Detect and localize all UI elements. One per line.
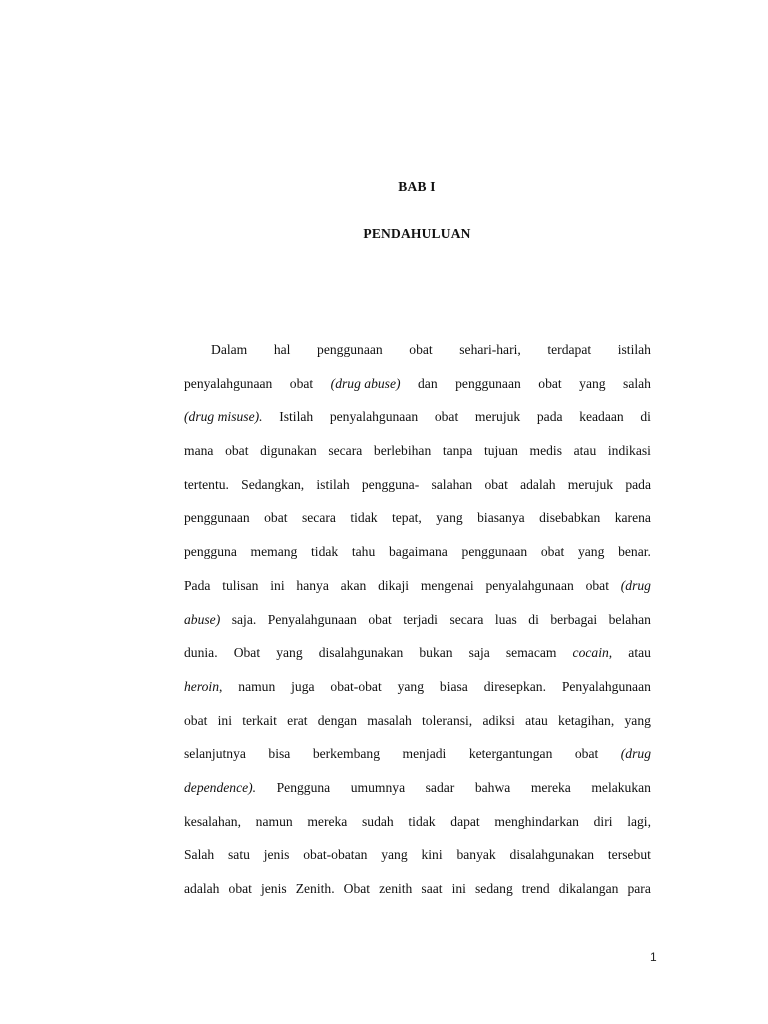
word: ketagihan, bbox=[558, 712, 615, 728]
word: namun bbox=[255, 813, 293, 829]
word: terdapat bbox=[547, 342, 592, 357]
word: tersebut bbox=[607, 847, 651, 863]
word: erat bbox=[287, 712, 308, 728]
word: Salah bbox=[184, 847, 215, 863]
word: obat bbox=[409, 342, 433, 357]
word: adalah bbox=[520, 476, 556, 492]
paragraph-line bbox=[184, 771, 651, 805]
word: tulisan bbox=[222, 577, 259, 593]
word: Zenith. bbox=[295, 881, 335, 896]
word: tanpa bbox=[442, 443, 473, 459]
word: dapat bbox=[450, 813, 480, 829]
word: dikaji bbox=[378, 577, 410, 593]
word: yang bbox=[624, 712, 651, 728]
word: juga bbox=[291, 678, 315, 694]
word: atau bbox=[525, 712, 548, 728]
word: bahwa bbox=[474, 779, 511, 795]
word: mereka bbox=[307, 813, 348, 829]
word: obat-obat bbox=[330, 678, 382, 694]
word: dengan bbox=[317, 712, 358, 728]
word: obat bbox=[538, 375, 562, 391]
word: melakukan bbox=[591, 779, 651, 795]
word: secara bbox=[301, 510, 336, 526]
word: berkembang bbox=[312, 746, 381, 762]
word: lagi, bbox=[627, 813, 651, 829]
word: atau bbox=[628, 645, 651, 661]
word: disalahgunakan bbox=[509, 847, 595, 863]
word: ini bbox=[270, 577, 285, 593]
word: yang bbox=[577, 544, 605, 560]
word: disebabkan bbox=[539, 510, 601, 526]
word: masalah bbox=[367, 712, 412, 728]
paragraph-line bbox=[184, 704, 651, 738]
word: obat bbox=[184, 712, 208, 728]
word: trend bbox=[521, 881, 550, 896]
word: tertentu. bbox=[184, 476, 229, 492]
word: umumnya bbox=[350, 779, 406, 795]
word: bisa bbox=[268, 746, 291, 762]
word: adiksi bbox=[482, 712, 515, 728]
word: yang bbox=[276, 645, 303, 661]
word: tidak bbox=[311, 544, 339, 560]
word: penggunaan bbox=[455, 375, 521, 391]
word: (drug misuse). bbox=[184, 409, 263, 425]
word: salah bbox=[623, 375, 651, 391]
word: (drug bbox=[620, 577, 651, 593]
word: pada bbox=[536, 409, 563, 425]
word: pengguna bbox=[184, 544, 237, 560]
word: menghindarkan bbox=[494, 813, 579, 829]
word: pengguna- bbox=[361, 476, 420, 492]
word: diresepkan. bbox=[483, 678, 546, 694]
paragraph-line bbox=[184, 805, 651, 839]
word: memang bbox=[250, 544, 298, 560]
word: tujuan bbox=[483, 443, 518, 459]
word: istilah bbox=[316, 476, 350, 492]
word: pada bbox=[625, 476, 651, 492]
word: yang bbox=[436, 510, 463, 526]
word: Penyalahgunaan bbox=[561, 678, 651, 694]
word: secara bbox=[328, 443, 363, 459]
word: berlebihan bbox=[373, 443, 432, 459]
word: diri bbox=[593, 813, 613, 829]
word: penyalahgunaan bbox=[184, 375, 273, 391]
word: penyalahgunaan bbox=[485, 577, 574, 593]
word: Sedangkan, bbox=[241, 476, 305, 492]
paragraph-line bbox=[184, 434, 651, 468]
word: istilah bbox=[617, 342, 651, 357]
word: di bbox=[528, 611, 539, 627]
word: ini bbox=[217, 712, 232, 728]
paragraph-line bbox=[184, 636, 651, 670]
word: saja bbox=[468, 645, 490, 661]
word: toleransi, bbox=[422, 712, 473, 728]
word: digunakan bbox=[260, 443, 317, 459]
word: obat-obatan bbox=[303, 847, 368, 863]
word: yang bbox=[397, 678, 425, 694]
word: yang bbox=[579, 375, 606, 391]
chapter-title: PENDAHULUAN bbox=[363, 226, 471, 241]
word: Pada bbox=[184, 577, 211, 593]
paragraph-line bbox=[184, 872, 651, 906]
word: satu bbox=[228, 847, 250, 863]
word: namun bbox=[238, 678, 276, 694]
word: (drug bbox=[620, 746, 651, 762]
word: obat bbox=[574, 746, 599, 762]
word: mereka bbox=[530, 779, 571, 795]
word: dependence). bbox=[184, 779, 257, 795]
word: penggunaan bbox=[461, 544, 528, 560]
chapter-number: BAB I bbox=[398, 179, 436, 194]
word: abuse) bbox=[184, 611, 221, 627]
paragraph-line bbox=[184, 367, 651, 401]
word: atau bbox=[573, 443, 597, 459]
word: hal bbox=[273, 342, 291, 357]
word: obat bbox=[434, 409, 459, 425]
word: ketergantungan bbox=[468, 746, 553, 762]
word: sedang bbox=[475, 881, 513, 896]
word: dan bbox=[418, 375, 438, 391]
word: mana bbox=[184, 443, 214, 459]
word: keadaan bbox=[579, 409, 624, 425]
word: secara bbox=[449, 611, 484, 627]
word: obat bbox=[228, 881, 252, 896]
word: terjadi bbox=[403, 611, 438, 627]
paragraph-line bbox=[184, 535, 651, 569]
word: obat bbox=[264, 510, 288, 526]
word: ini bbox=[451, 881, 466, 896]
word: (drug abuse) bbox=[330, 375, 401, 391]
word: bagaimana bbox=[388, 544, 448, 560]
word: obat bbox=[368, 611, 392, 627]
word: merujuk bbox=[474, 409, 521, 425]
word: banyak bbox=[456, 847, 496, 863]
word: cocain, bbox=[572, 645, 613, 661]
word: karena bbox=[614, 510, 651, 526]
word: benar. bbox=[618, 544, 651, 560]
word: Pengguna bbox=[276, 779, 331, 795]
word: di bbox=[640, 409, 651, 425]
paragraph-line bbox=[184, 501, 651, 535]
word: para bbox=[627, 881, 651, 896]
body-paragraph bbox=[184, 333, 651, 906]
word: obat bbox=[225, 443, 249, 459]
word: penggunaan bbox=[184, 510, 250, 526]
page-number: 1 bbox=[650, 950, 657, 964]
word: semacam bbox=[505, 645, 557, 661]
word: heroin, bbox=[184, 678, 223, 694]
word: biasa bbox=[439, 678, 468, 694]
word: medis bbox=[529, 443, 563, 459]
word: belahan bbox=[608, 611, 651, 627]
paragraph-line bbox=[184, 333, 651, 367]
word: tidak bbox=[350, 510, 378, 526]
word: adalah bbox=[184, 881, 220, 896]
word: disalahgunakan bbox=[318, 645, 404, 661]
word: penggunaan bbox=[317, 342, 383, 357]
word: yang bbox=[381, 847, 408, 863]
word: saat bbox=[421, 881, 443, 896]
paragraph-line bbox=[184, 670, 651, 704]
word: saja. bbox=[231, 611, 257, 627]
word: tepat, bbox=[391, 510, 422, 526]
word: merujuk bbox=[567, 476, 614, 492]
word: jenis bbox=[263, 847, 290, 863]
word: tahu bbox=[351, 544, 376, 560]
word: penyalahgunaan bbox=[329, 409, 419, 425]
word: sehari-hari, bbox=[459, 342, 521, 357]
word: Obat bbox=[343, 881, 371, 896]
word: hanya bbox=[296, 577, 329, 593]
paragraph-line bbox=[184, 400, 651, 434]
word: Penyalahgunaan bbox=[267, 611, 357, 627]
word: obat bbox=[289, 375, 314, 391]
word: luas bbox=[494, 611, 517, 627]
word: terkait bbox=[242, 712, 277, 728]
word: menjadi bbox=[402, 746, 447, 762]
word: obat bbox=[540, 544, 565, 560]
paragraph-line bbox=[184, 569, 651, 603]
word: sudah bbox=[362, 813, 394, 829]
word: biasanya bbox=[477, 510, 525, 526]
word: dunia. bbox=[184, 645, 218, 661]
word: akan bbox=[340, 577, 367, 593]
word: kini bbox=[421, 847, 443, 863]
word: jenis bbox=[260, 881, 287, 896]
word: mengenai bbox=[420, 577, 474, 593]
paragraph-line bbox=[184, 737, 651, 771]
word: bukan bbox=[419, 645, 453, 661]
word: indikasi bbox=[607, 443, 651, 459]
paragraph-line bbox=[184, 603, 651, 637]
paragraph-line bbox=[184, 838, 651, 872]
word: dikalangan bbox=[558, 881, 619, 896]
word: selanjutnya bbox=[184, 746, 246, 762]
paragraph-line bbox=[184, 468, 651, 502]
word: berbagai bbox=[550, 611, 598, 627]
word: obat bbox=[585, 577, 609, 593]
word: Obat bbox=[233, 645, 261, 661]
word: kesalahan, bbox=[184, 813, 241, 829]
word: obat bbox=[484, 476, 508, 492]
word: sadar bbox=[425, 779, 455, 795]
word: tidak bbox=[408, 813, 436, 829]
word: Istilah bbox=[279, 409, 314, 425]
word: zenith bbox=[379, 881, 413, 896]
word: salahan bbox=[431, 476, 473, 492]
word: Dalam bbox=[211, 342, 248, 357]
